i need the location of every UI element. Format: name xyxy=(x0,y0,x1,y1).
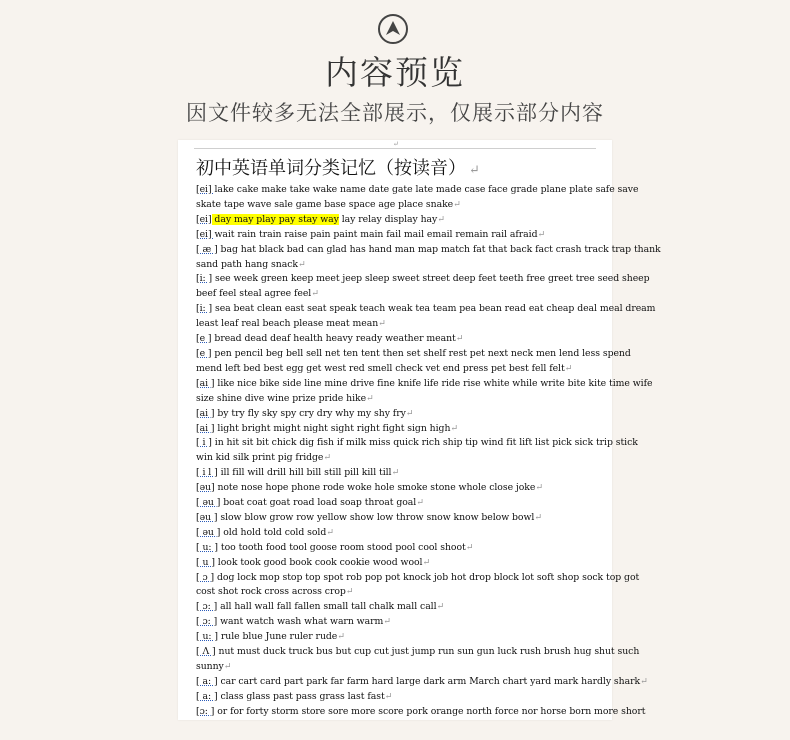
document-line xyxy=(196,422,592,437)
document-line xyxy=(196,615,592,630)
word-text: cost shot rock cross across crop xyxy=(196,586,346,598)
word-text: see week green keep meet jeep sleep sweet street deep feet teeth free greet tree seed sheep xyxy=(212,273,650,285)
word-text: ill fill will drill hill bill still pill kill till xyxy=(217,467,392,479)
paragraph-mark: ↵ xyxy=(337,631,345,643)
paragraph-mark: ↵ xyxy=(640,675,648,687)
word-text: by try fly sky spy cry dry why my shy fry xyxy=(214,407,406,419)
paragraph-mark: ↵ xyxy=(405,407,414,419)
word-text: pen pencil beg bell sell net ten tent then set shelf rest pet next neck men lend less spend xyxy=(211,347,631,359)
page-title: 内容预览 xyxy=(325,53,465,92)
word-text: sand path hang snack xyxy=(196,258,298,270)
document-line xyxy=(196,287,592,302)
paragraph-mark: ↵ xyxy=(297,258,306,270)
document-line xyxy=(196,600,592,615)
document-line xyxy=(196,436,638,451)
word-text: bag hat black bad can glad has hand man map match fat that back fact crash track trap thank xyxy=(217,243,661,255)
phonetic-symbol: [ ɔ: ] xyxy=(196,601,218,613)
word-text: want watch wash what warn warm xyxy=(217,616,384,628)
document-line xyxy=(196,526,592,541)
paragraph-mark: ↵ xyxy=(436,601,445,613)
word-text: like nice bike side line mine drive fine knife life ride rise white while write bite kite time wife xyxy=(214,377,653,389)
document-line xyxy=(196,228,592,243)
document-line xyxy=(196,556,592,571)
phonetic-symbol: [ i l ] xyxy=(196,467,218,479)
highlighted-words: day may play pay stay way xyxy=(211,213,339,225)
word-text: sea beat clean east seat speak teach weak tea team pea bean read eat cheap deal meal dream xyxy=(212,303,656,315)
paragraph-mark: ↵ xyxy=(450,422,459,434)
word-text: slow blow grow row yellow show low throw snow know below bowl xyxy=(217,511,535,523)
document-line xyxy=(196,362,592,377)
phonetic-symbol: [ əu ] xyxy=(196,526,221,538)
paragraph-mark: ↵ xyxy=(311,288,319,300)
document-line xyxy=(196,466,592,481)
phonetic-symbol: [ai ] xyxy=(196,422,215,434)
word-text: rule blue June ruler rude xyxy=(218,631,338,643)
document-line xyxy=(196,258,592,273)
paragraph-mark: ↵ xyxy=(469,163,480,178)
word-text: nut must duck truck bus but cup cut just jump run sun gun luck rush brush hug shut such xyxy=(215,646,640,658)
document-heading xyxy=(196,154,480,180)
phonetic-symbol: [ Λ ] xyxy=(196,646,216,658)
document-line xyxy=(196,302,656,317)
paragraph-mark: ↵ xyxy=(537,228,546,240)
word-text: all hall wall fall fallen small tall chalk mall call xyxy=(217,601,437,613)
paragraph-mark: ↵ xyxy=(535,482,544,494)
phonetic-symbol: [ æ ] xyxy=(196,243,218,255)
word-text: skate tape wave sale game base space age place snake xyxy=(196,198,454,210)
document-line xyxy=(196,705,646,720)
up-arrow-circle-icon xyxy=(378,14,408,44)
word-text: win kid silk print pig fridge xyxy=(196,452,324,464)
phonetic-symbol: [ei] xyxy=(196,184,215,195)
word-text: look took good book cook cookie wood wool xyxy=(214,556,423,568)
document-line xyxy=(196,481,592,496)
word-text: or for forty storm store sore more score pork orange north force nor horse born more short xyxy=(214,705,646,717)
document-line xyxy=(196,272,650,287)
document-line xyxy=(196,496,592,511)
phonetic-symbol: [ɔ: ] xyxy=(196,705,215,717)
document-line xyxy=(196,690,592,705)
paragraph-mark: ↵ xyxy=(453,198,461,210)
paragraph-mark: ↵ xyxy=(422,556,431,568)
paragraph-mark: ↵ xyxy=(416,497,424,509)
paragraph-mark: ↵ xyxy=(455,333,464,345)
phonetic-symbol: [ei] xyxy=(196,213,212,225)
document-line xyxy=(196,451,592,466)
word-text: too tooth food tool goose room stood pool cool shoot xyxy=(218,541,466,553)
document-line xyxy=(196,541,592,556)
word-list xyxy=(196,183,661,720)
phonetic-symbol: [əu] xyxy=(196,482,215,494)
header-rule xyxy=(194,148,596,149)
phonetic-symbol: [e ] xyxy=(196,333,212,345)
paragraph-mark: ↵ xyxy=(223,661,232,672)
paragraph-mark: ↵ xyxy=(384,690,393,702)
paragraph-mark: ↵ xyxy=(564,362,573,374)
phonetic-symbol: [ a: ] xyxy=(196,675,218,687)
word-text: class glass past pass grass last fast xyxy=(217,690,385,702)
paragraph-mark: ↵ xyxy=(391,467,400,479)
phonetic-symbol: [ u ] xyxy=(196,556,215,568)
document-preview xyxy=(178,140,661,720)
phonetic-symbol: [ ɔ ] xyxy=(196,571,215,583)
phonetic-symbol: [ u: ] xyxy=(196,541,218,553)
word-text: dog lock mop stop top spot rob pop pot knock job hot drop block lot soft shop sock top got xyxy=(214,571,640,583)
word-text: old hold told cold sold xyxy=(220,526,327,538)
paragraph-mark: ↵ xyxy=(465,541,474,553)
document-line xyxy=(196,392,592,407)
document-line xyxy=(196,332,592,347)
document-line xyxy=(196,243,661,258)
phonetic-symbol: [ai ] xyxy=(196,377,215,389)
word-text: lay relay display hay xyxy=(338,213,438,225)
phonetic-symbol: [ əu ] xyxy=(196,497,221,509)
phonetic-symbol: [ i ] xyxy=(196,437,212,449)
paragraph-mark: ↵ xyxy=(534,511,543,523)
phonetic-symbol: [ei] xyxy=(196,228,215,240)
paragraph-mark: ↵ xyxy=(378,318,386,330)
document-line xyxy=(196,675,648,690)
document-line xyxy=(196,213,592,228)
paragraph-mark: ↵ xyxy=(326,526,334,538)
document-line xyxy=(196,511,592,526)
document-line xyxy=(196,585,592,600)
document-heading-text: 初中英语单词分类记忆（按读音） xyxy=(196,158,466,179)
phonetic-symbol: [ ɔ: ] xyxy=(196,616,218,628)
word-text: note nose hope phone rode woke hole smoke stone whole close joke xyxy=(214,482,536,494)
word-text: sunny xyxy=(196,661,224,672)
phonetic-symbol: [i: ] xyxy=(196,303,213,315)
document-line xyxy=(196,198,592,213)
word-text: least leaf real beach please meat mean xyxy=(196,318,379,330)
document-line xyxy=(196,660,592,675)
word-text: boat coat goat road load soap throat goal xyxy=(220,497,417,509)
up-arrow-glyph xyxy=(383,19,403,39)
page-subtitle: 因文件较多无法全部展示，仅展示部分内容 xyxy=(186,101,604,125)
paragraph-mark: ↵ xyxy=(345,586,354,598)
document-line xyxy=(196,377,653,392)
paragraph-mark: ↵ xyxy=(393,140,399,148)
paragraph-mark: ↵ xyxy=(323,452,332,464)
paragraph-mark: ↵ xyxy=(437,213,445,225)
phonetic-symbol: [ai ] xyxy=(196,407,215,419)
document-line xyxy=(196,645,640,660)
word-text: light bright might night sight right fight sign high xyxy=(214,422,451,434)
paragraph-mark: ↵ xyxy=(366,392,374,404)
document-line xyxy=(196,317,592,332)
word-text: beef feel steal agree feel xyxy=(196,288,312,300)
word-text: in hit sit bit chick dig fish if milk miss quick rich ship tip wind fit lift list pick sick trip stick xyxy=(211,437,638,449)
word-text: lake cake make take wake name date gate late made case face grade plane plate safe save xyxy=(214,184,639,195)
phonetic-symbol: [ a: ] xyxy=(196,690,218,702)
phonetic-symbol: [i: ] xyxy=(196,273,213,285)
phonetic-symbol: [ u: ] xyxy=(196,631,218,643)
phonetic-symbol: [əu ] xyxy=(196,511,218,523)
phonetic-symbol: [e ] xyxy=(196,347,212,359)
document-line xyxy=(196,407,592,422)
document-line xyxy=(196,630,592,645)
word-text: mend left bed best egg get west red smell check vet end press pet best fell felt xyxy=(196,362,565,374)
word-text: bread dead deaf health heavy ready weather meant xyxy=(211,333,456,345)
word-text: wait rain train raise pain paint main fail mail email remain rail afraid xyxy=(214,228,538,240)
paragraph-mark: ↵ xyxy=(383,616,391,628)
word-text: size shine dive wine prize pride hike xyxy=(196,392,367,404)
document-line xyxy=(196,183,639,198)
document-line xyxy=(196,347,631,362)
document-line xyxy=(196,571,640,586)
word-text: car cart card part park far farm hard large dark arm March chart yard mark hardly shark xyxy=(217,675,641,687)
